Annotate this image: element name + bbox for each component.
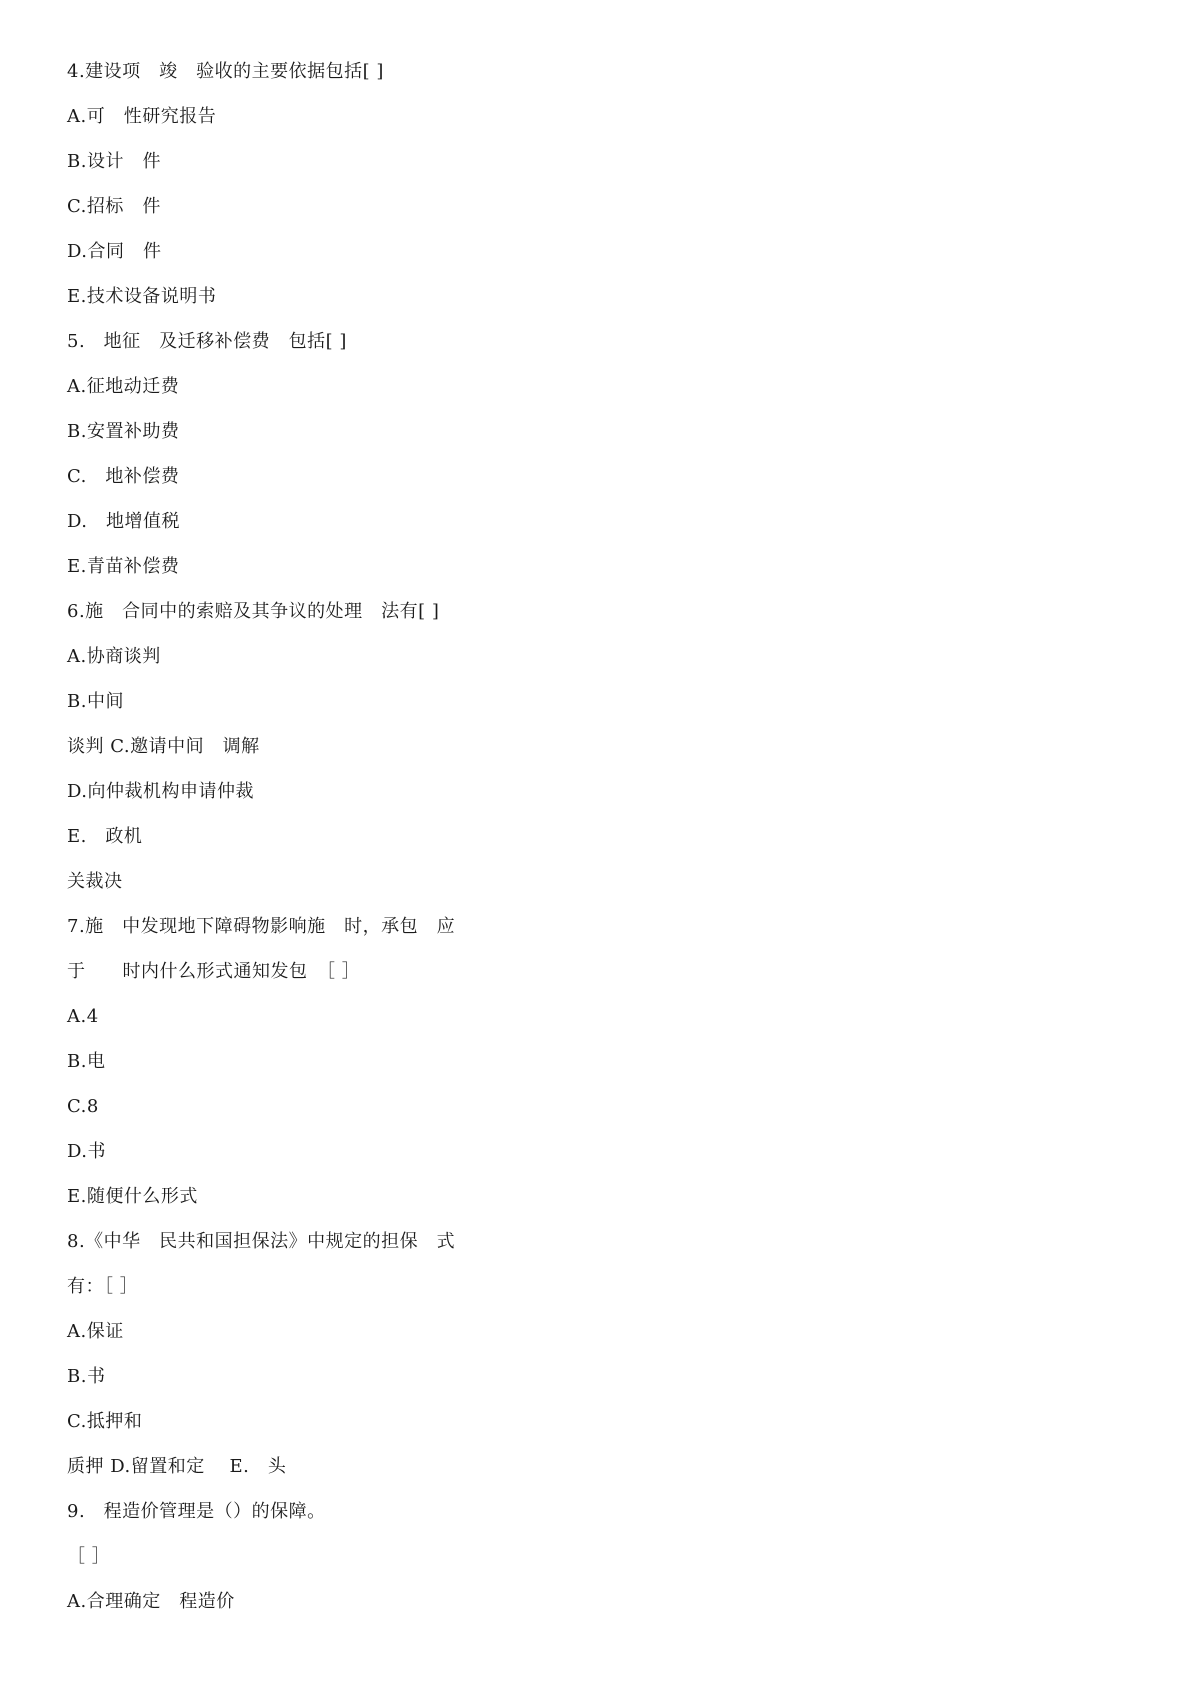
q6-stem: 6.施 合同中的索赔及其争议的处理 法有[ ]	[67, 601, 440, 622]
q6-option-b: B.中间	[67, 691, 124, 712]
q7-option-c: C.8	[67, 1096, 99, 1117]
q5-option-e: E.青苗补偿费	[67, 556, 180, 577]
q5-stem: 5. 地征 及迁移补偿费 包括[ ]	[67, 331, 347, 352]
q4-option-c: C.招标 件	[67, 196, 161, 217]
q8-option-c-cont: 质押 D.留置和定 E. 头	[67, 1456, 287, 1477]
q6-option-a: A.协商谈判	[67, 646, 161, 667]
q7-option-b: B.电	[67, 1051, 106, 1072]
q4-option-a: A.可 性研究报告	[67, 106, 217, 127]
q8-stem: 8.《中华 民共和国担保法》中规定的担保 式	[67, 1231, 456, 1252]
q9-stem: 9. 程造价管理是（）的保障。	[67, 1501, 326, 1522]
q4-option-e: E.技术设备说明书	[67, 286, 217, 307]
q8-option-a: A.保证	[67, 1321, 124, 1342]
q7-option-a: A.4	[67, 1006, 99, 1027]
question-list	[67, 55, 455, 1630]
q6-option-e: E. 政机	[67, 826, 143, 847]
q6-option-e-cont: 关裁决	[67, 871, 123, 892]
q5-option-a: A.征地动迁费	[67, 376, 180, 397]
q6-option-d: D.向仲裁机构申请仲裁	[67, 781, 255, 802]
q6-option-b-cont: 谈判 C.邀请中间 调解	[67, 736, 260, 757]
q8-stem-cont: 有：［ ］	[67, 1276, 139, 1297]
q5-option-c: C. 地补偿费	[67, 466, 180, 487]
q8-option-b: B.书	[67, 1366, 106, 1387]
q7-option-e: E.随便什么形式	[67, 1186, 198, 1207]
q9-bracket: ［ ］	[67, 1546, 111, 1567]
q9-option-a: A.合理确定 程造价	[67, 1591, 235, 1612]
q7-option-d: D.书	[67, 1141, 107, 1162]
q4-option-b: B.设计 件	[67, 151, 161, 172]
q7-stem: 7.施 中发现地下障碍物影响施 时，承包 应	[67, 916, 456, 937]
q5-option-d: D. 地增值税	[67, 511, 181, 532]
q4-option-d: D.合同 件	[67, 241, 162, 262]
q5-option-b: B.安置补助费	[67, 421, 180, 442]
q7-stem-cont: 于 时内什么形式通知发包 ［ ］	[67, 961, 361, 982]
q4-stem: 4.建设项 竣 验收的主要依据包括[ ]	[67, 61, 384, 82]
q8-option-c: C.抵押和	[67, 1411, 143, 1432]
